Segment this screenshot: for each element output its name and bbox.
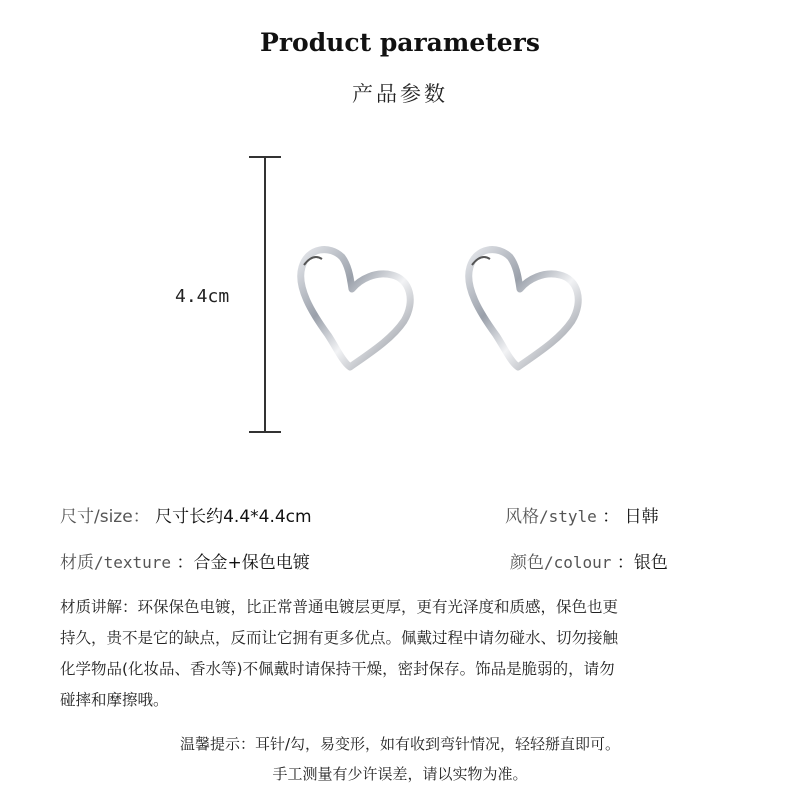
spec-size-key-en: /size bbox=[94, 507, 133, 527]
spec-colour-key-en: /colour bbox=[544, 553, 612, 572]
spec-texture-value: 合金+保色电镀 bbox=[193, 553, 310, 573]
spec-colour-value: 银色 bbox=[633, 553, 668, 573]
spec-style-value: 日韩 bbox=[624, 507, 659, 527]
spec-colour-key: 颜色 bbox=[510, 553, 544, 573]
dimension-cap-bottom bbox=[249, 431, 281, 433]
spec-texture-key: 材质 bbox=[60, 553, 94, 573]
spec-colour-sep: ： bbox=[616, 553, 634, 573]
spec-style-key: 风格 bbox=[505, 507, 539, 527]
spec-size-sep: ： bbox=[132, 507, 150, 527]
spec-texture-key-en: /texture bbox=[94, 553, 172, 572]
material-description bbox=[60, 592, 750, 716]
heart-hoop-earrings-icon bbox=[280, 235, 620, 395]
page-title: Product parameters bbox=[260, 28, 540, 57]
dimension-cap-top bbox=[249, 156, 281, 158]
spec-style-key-en: /style bbox=[539, 507, 597, 526]
spec-colour bbox=[510, 548, 668, 573]
tip-line-2: 手工测量有少许误差，请以实物为准。 bbox=[272, 765, 528, 783]
description-line: 材质讲解：环保保色电镀，比正常普通电镀层更厚，更有光泽度和质感，保色也更 bbox=[60, 598, 619, 616]
spec-texture bbox=[60, 548, 310, 573]
description-line: 持久，贵不是它的缺点，反而让它拥有更多优点。佩戴过程中请勿碰水、切勿接触 bbox=[60, 629, 619, 647]
spec-texture-sep: ： bbox=[176, 553, 194, 573]
spec-style bbox=[505, 502, 659, 527]
spec-size bbox=[60, 502, 312, 527]
dimension-line bbox=[264, 157, 266, 432]
spec-size-value: 尺寸长约4.4*4.4cm bbox=[155, 507, 312, 527]
dimension-label: 4.4cm bbox=[175, 286, 230, 307]
spec-size-key: 尺寸 bbox=[60, 507, 94, 527]
page-subtitle: 产品参数 bbox=[352, 82, 448, 106]
spec-style-sep: ： bbox=[602, 507, 620, 527]
tip-line-1: 温馨提示：耳针/勾，易变形，如有收到弯针情况，轻轻掰直即可。 bbox=[179, 735, 621, 753]
earring-left bbox=[301, 250, 411, 367]
earring-right bbox=[469, 250, 579, 367]
description-line: 碰摔和摩擦哦。 bbox=[60, 691, 169, 709]
description-line: 化学物品(化妆品、香水等)不佩戴时请保持干燥，密封保存。饰品是脆弱的，请勿 bbox=[60, 660, 615, 678]
